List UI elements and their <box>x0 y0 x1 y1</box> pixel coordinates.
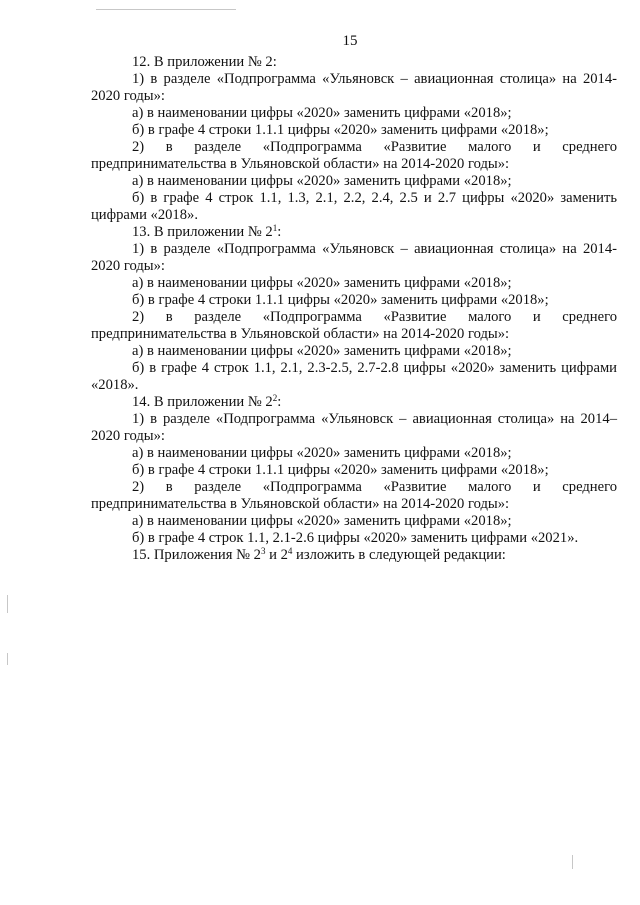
subparagraph-14-1-a: а) в наименовании цифры «2020» заменить цифрами «2018»; <box>132 445 512 461</box>
paragraph-item-15: 15. Приложения № $2^3$ и $2^4$ изложить в следующей редакции: <box>132 546 506 563</box>
subparagraph-13-2: 2) в разделе «Подпрограмма «Развитие малого и среднего предпринимательства в Ульяновской области» на 2014-2020 годы»: <box>91 309 617 342</box>
paragraph-item-12: 12. В приложении № 2: <box>132 54 277 70</box>
subparagraph-13-1: 1) в разделе «Подпрограмма «Ульяновск – авиационная столица» на 2014-2020 годы»: <box>91 241 617 274</box>
scan-mark-top <box>96 9 236 10</box>
subparagraph-13-1-a: а) в наименовании цифры «2020» заменить цифрами «2018»; <box>132 275 512 291</box>
document-body <box>91 54 617 564</box>
subparagraph-14-2: 2) в разделе «Подпрограмма «Развитие малого и среднего предпринимательства в Ульяновской области» на 2014-2020 годы»: <box>91 479 617 512</box>
scan-mark-left-2 <box>7 653 8 665</box>
subparagraph-14-2-a: а) в наименовании цифры «2020» заменить цифрами «2018»; <box>132 513 512 529</box>
scan-mark-left-1 <box>7 595 8 613</box>
subparagraph-12-1: 1) в разделе «Подпрограмма «Ульяновск – авиационная столица» на 2014-2020 годы»: <box>91 71 617 104</box>
subparagraph-14-1: 1) в разделе «Подпрограмма «Ульяновск – авиационная столица» на 2014–2020 годы»: <box>91 411 617 444</box>
paragraph-item-14: 14. В приложении № $2^2$: <box>132 393 282 410</box>
subparagraph-13-2-a: а) в наименовании цифры «2020» заменить цифрами «2018»; <box>132 343 512 359</box>
subparagraph-13-1-b: б) в графе 4 строки 1.1.1 цифры «2020» заменить цифрами «2018»; <box>132 292 549 308</box>
paragraph-item-13: 13. В приложении № $2^1$: <box>132 223 282 240</box>
page-number: 15 <box>342 33 358 49</box>
subparagraph-14-1-b: б) в графе 4 строки 1.1.1 цифры «2020» заменить цифрами «2018»; <box>132 462 549 478</box>
subparagraph-13-2-b: б) в графе 4 строк 1.1, 2.1, 2.3-2.5, 2.7-2.8 цифры «2020» заменить цифрами «2018». <box>91 360 617 393</box>
subparagraph-12-1-a: а) в наименовании цифры «2020» заменить цифрами «2018»; <box>132 105 512 121</box>
subparagraph-14-2-b: б) в графе 4 строк 1.1, 2.1-2.6 цифры «2020» заменить цифрами «2021». <box>132 530 579 546</box>
subparagraph-12-2-a: а) в наименовании цифры «2020» заменить цифрами «2018»; <box>132 173 512 189</box>
subparagraph-12-2-b: б) в графе 4 строк 1.1, 1.3, 2.1, 2.2, 2.4, 2.5 и 2.7 цифры «2020» заменить цифрами «2018». <box>91 190 617 223</box>
scan-mark-right <box>572 855 573 869</box>
subparagraph-12-1-b: б) в графе 4 строки 1.1.1 цифры «2020» заменить цифрами «2018»; <box>132 122 549 138</box>
subparagraph-12-2: 2) в разделе «Подпрограмма «Развитие малого и среднего предпринимательства в Ульяновской области» на 2014-2020 годы»: <box>91 139 617 172</box>
